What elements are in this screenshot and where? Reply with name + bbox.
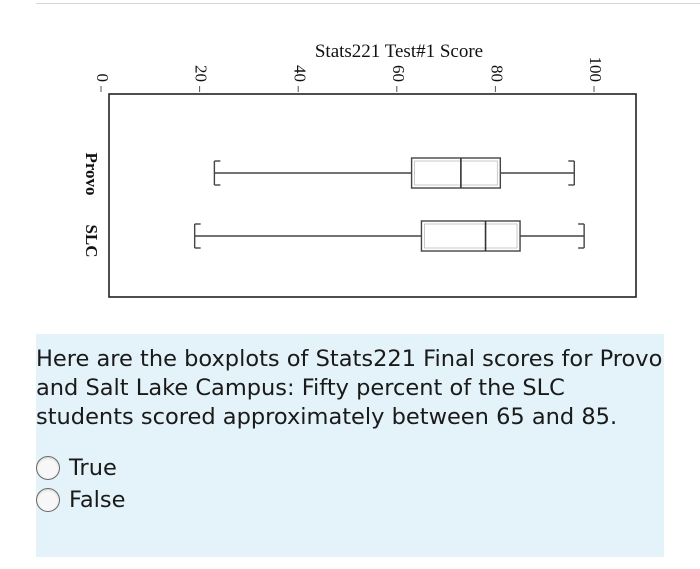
question-text: Here are the boxplots of Stats221 Final scores for Provo and Salt Lake Campus: Fifty percent of the SLC students scored approximately between 65 and 85. — [36, 346, 663, 430]
tick-label: 60 — [388, 65, 408, 82]
tick-label: 20 — [191, 65, 211, 82]
option-true[interactable] — [36, 453, 117, 483]
option-false-label: False — [69, 487, 126, 513]
top-divider — [36, 3, 700, 4]
tick-label: 40 — [290, 65, 310, 82]
question-panel — [36, 334, 664, 557]
category-label: Provo — [82, 152, 102, 196]
boxplot-chart — [36, 6, 664, 334]
category-label: SLC — [82, 224, 102, 258]
option-false[interactable] — [36, 485, 125, 515]
box — [412, 158, 501, 188]
plot-frame — [109, 94, 636, 297]
option-true-label: True — [69, 455, 117, 481]
radio-false[interactable] — [36, 488, 60, 512]
box — [421, 221, 520, 251]
plot-group — [82, 57, 636, 298]
tick-label: 100 — [586, 56, 606, 82]
tick-label: 0 — [93, 73, 113, 82]
radio-true[interactable] — [36, 456, 60, 480]
boxplot-svg — [36, 6, 664, 334]
chart-title: Stats221 Test#1 Score — [314, 41, 484, 62]
tick-label: 80 — [487, 65, 507, 82]
